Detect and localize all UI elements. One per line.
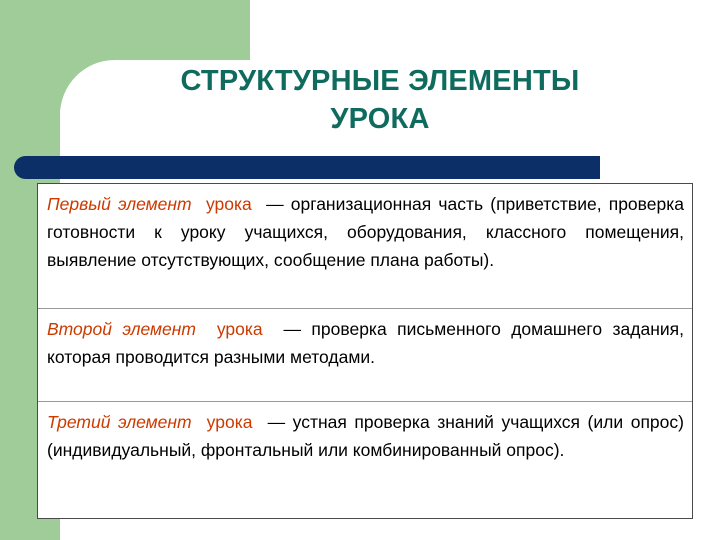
slide-title-line-2: УРОКА <box>330 103 430 135</box>
table-row <box>38 184 692 309</box>
table-row <box>38 402 692 518</box>
element-description: — устная проверка знаний учащихся (или опрос) (индивидуальный, фронтальный или комбинированный опрос). <box>47 412 684 460</box>
element-description: — проверка письменного домашнего задания, которая проводится разными методами. <box>47 319 685 367</box>
accent-bar <box>14 156 600 179</box>
element-description: — организационная часть (приветствие, проверка готовности к уроку учащихся, оборудования, классного помещения, выявление отсутствующих, сообщение плана работы). <box>47 194 684 270</box>
slide-title <box>70 62 690 138</box>
element-name: Второй элемент <box>47 319 196 339</box>
element-word: урока <box>216 319 263 339</box>
element-word: урока <box>206 412 253 432</box>
table-row <box>38 309 692 402</box>
elements-table <box>37 183 693 519</box>
element-name: Первый элемент <box>47 194 192 214</box>
element-word: урока <box>205 194 252 214</box>
element-name: Третий элемент <box>47 412 192 432</box>
slide-title-line-1: СТРУКТУРНЫЕ ЭЛЕМЕНТЫ <box>180 65 580 97</box>
